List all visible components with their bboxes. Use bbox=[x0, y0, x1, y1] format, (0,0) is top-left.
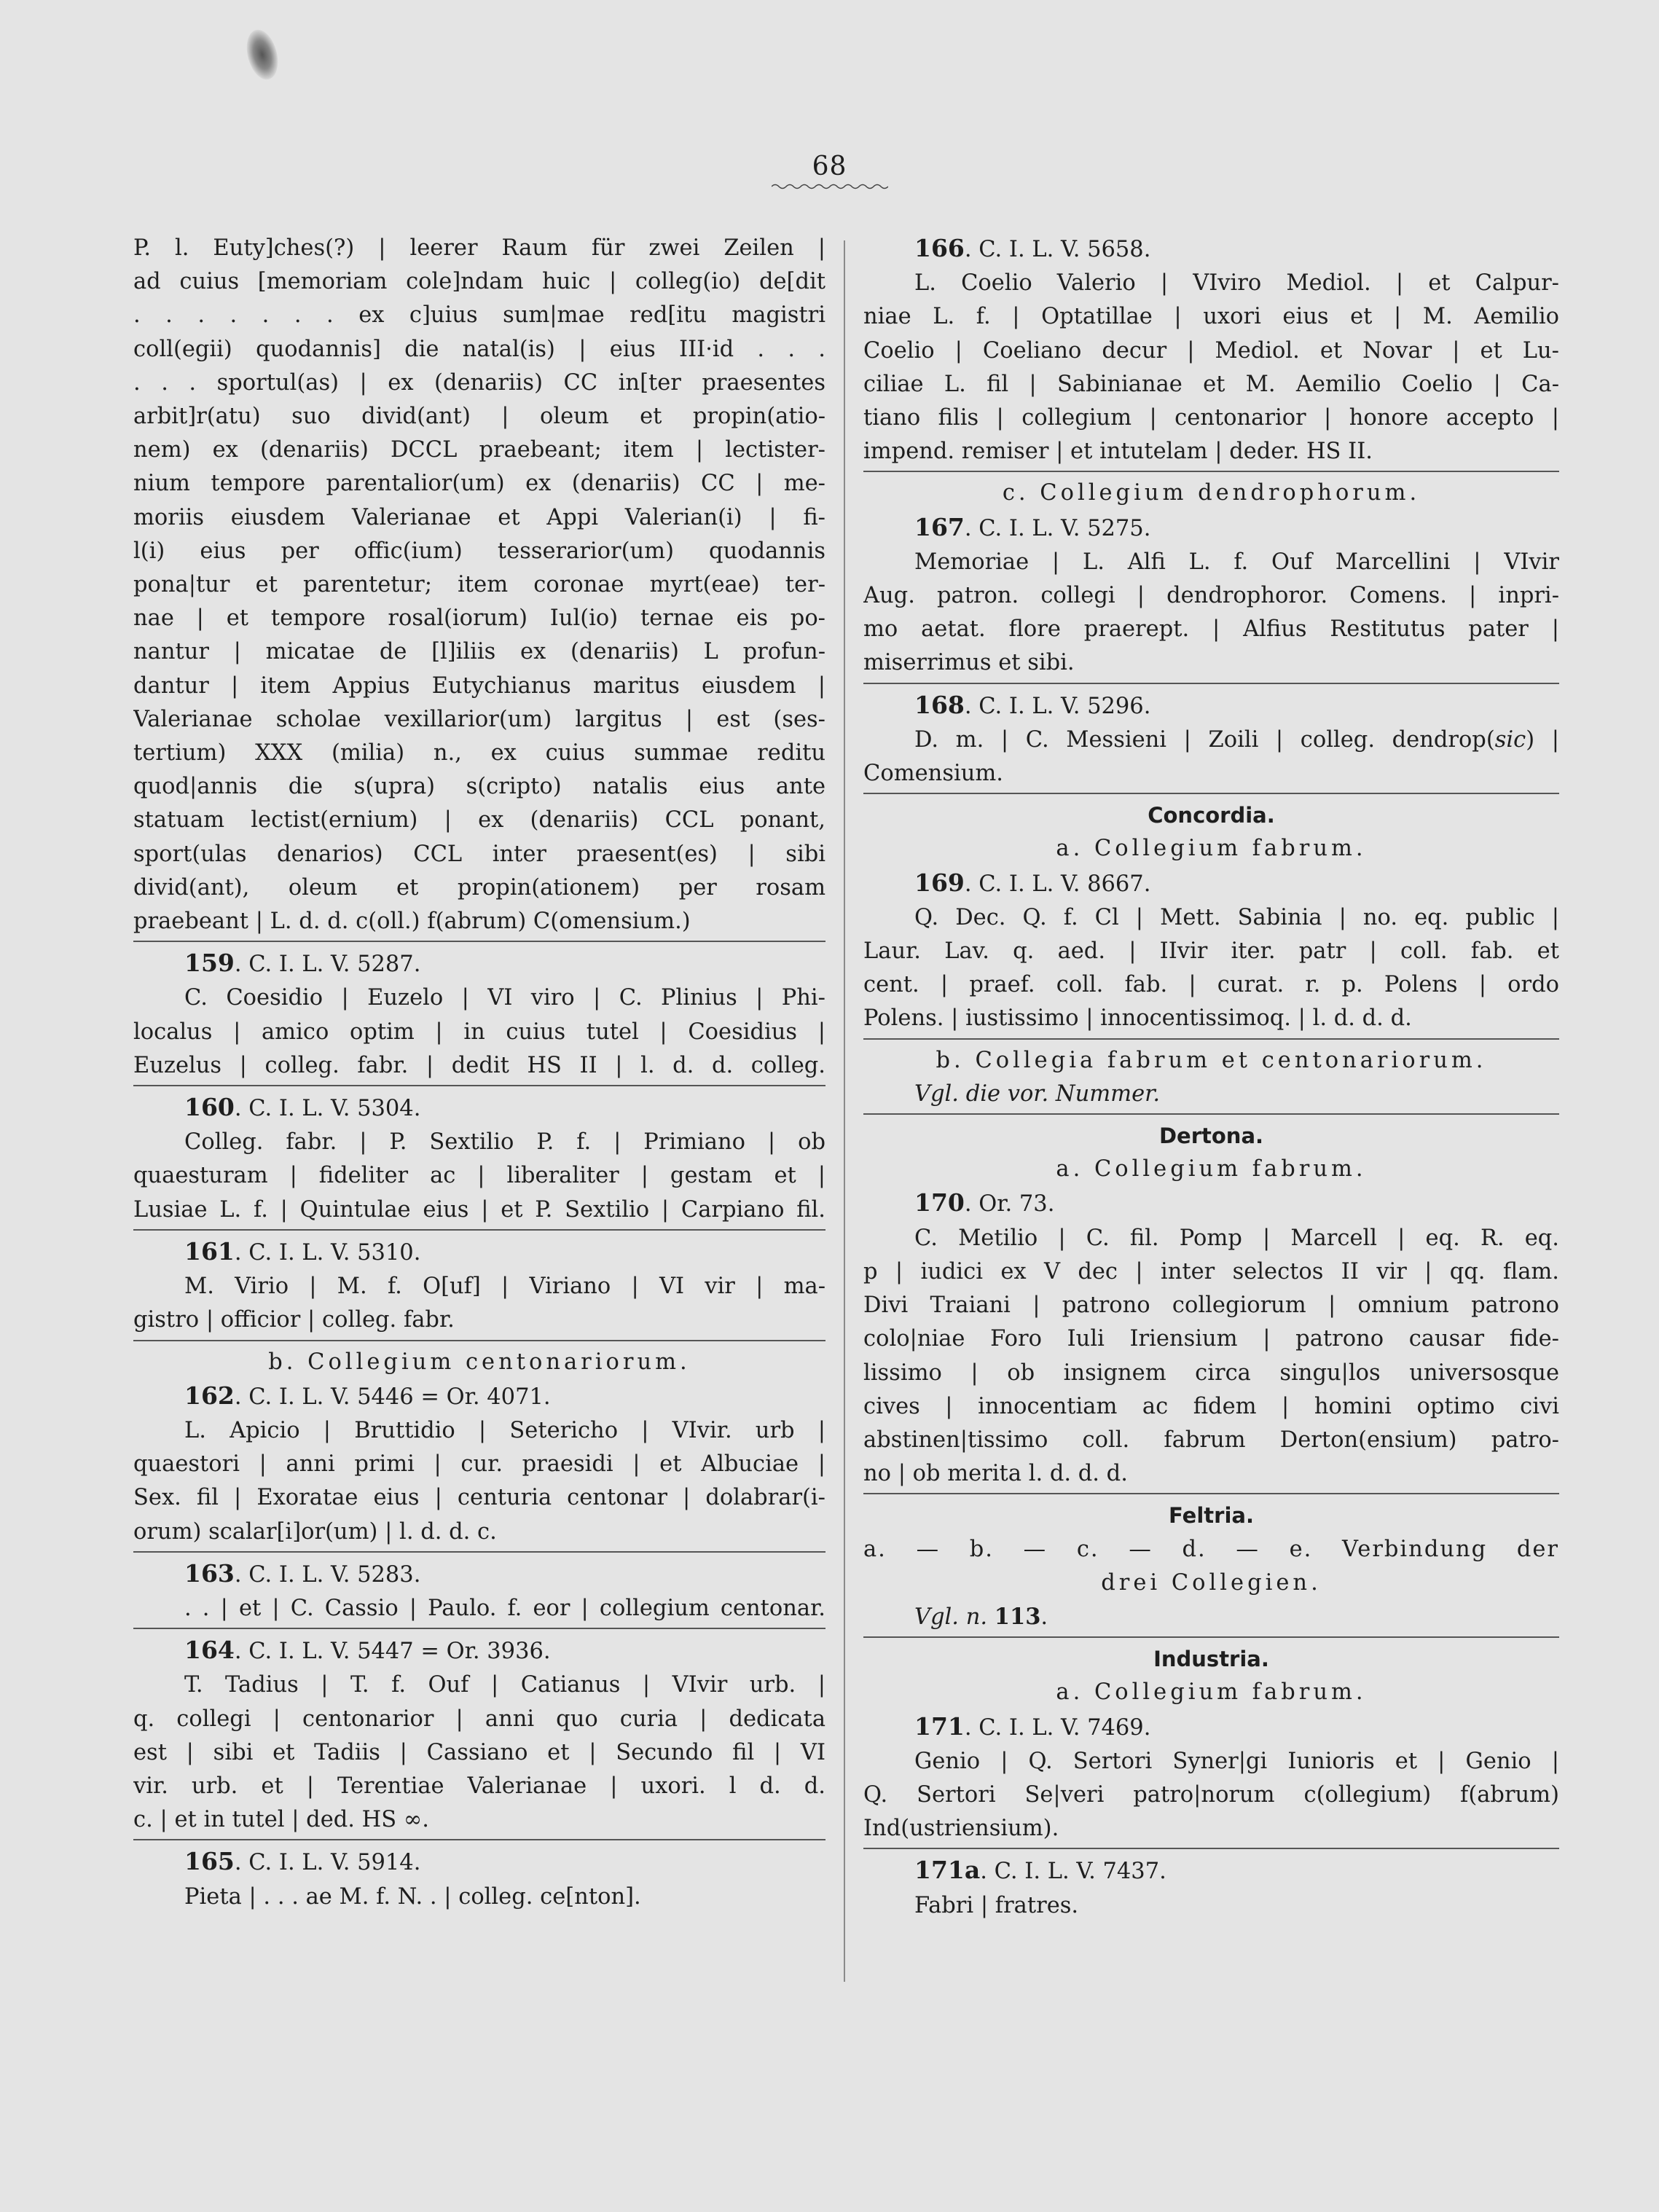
entry-divider bbox=[863, 1038, 1559, 1040]
cross-reference: Vgl. die vor. Nummer. bbox=[914, 1080, 1161, 1107]
text-line: Ind(ustriensium). bbox=[863, 1816, 1059, 1842]
entry-divider bbox=[863, 683, 1559, 684]
section-concordia bbox=[863, 799, 1559, 1111]
entry-reference: . C. I. L. V. 5296. bbox=[964, 693, 1151, 719]
entry-number: 167 bbox=[914, 512, 965, 541]
section-industria bbox=[863, 1642, 1559, 1923]
text-line: Valerianae scholae vexillarior(um) largitus | est (ses- bbox=[133, 706, 825, 732]
entry-reference: . C. I. L. V. 5658. bbox=[964, 237, 1151, 262]
place-heading: Feltria. bbox=[1169, 1503, 1254, 1529]
section-dertona bbox=[863, 1119, 1559, 1491]
text-line: cent. | praef. coll. fab. | curat. r. p. Polens | ordo bbox=[863, 972, 1559, 998]
text-line: Laur. Lav. q. aed. | IIvir iter. patr | coll. fab. et bbox=[863, 938, 1559, 965]
text-line: Q. Sertori Se|veri patro|norum c(ollegium) f(abrum) bbox=[863, 1781, 1559, 1808]
entry-divider bbox=[133, 1229, 825, 1231]
left-column bbox=[133, 232, 825, 1914]
text-line: Euzelus | colleg. fabr. | dedit HS II | l. d. d. colleg. bbox=[133, 1052, 825, 1078]
entry-166 bbox=[863, 232, 1559, 468]
text-line: quod|annis die s(upra) s(cripto) natalis eius ante bbox=[133, 774, 825, 800]
text-line: sport(ulas denarios) CCL inter praesent(es) | sibi bbox=[133, 841, 825, 867]
entry-168 bbox=[863, 689, 1559, 791]
entry-divider bbox=[133, 941, 825, 942]
text-line: nantur | micatae de [l]iliis ex (denariis) L profun- bbox=[133, 639, 825, 665]
entry-number: 168 bbox=[914, 690, 965, 719]
text-line: quaestori | anni primi | cur. praesidi | et Albuciae | bbox=[133, 1451, 825, 1478]
text-line: vir. urb. et | Terentiae Valerianae | uxori. l d. d. bbox=[133, 1773, 825, 1799]
entry-reference: . C. I. L. V. 8667. bbox=[964, 871, 1151, 897]
entry-divider bbox=[863, 1493, 1559, 1494]
entry-160 bbox=[133, 1091, 825, 1227]
text-line: . . . sportul(as) | ex (denariis) CC in[ter praesentes bbox=[133, 369, 825, 396]
text-line: D. m. | C. Messieni | Zoili | colleg. dendrop(sic) | bbox=[914, 726, 1559, 753]
text-line: orum) scalar[i]or(um) | l. d. d. c. bbox=[133, 1518, 497, 1545]
page-number: 68 bbox=[0, 152, 1659, 190]
entry-164 bbox=[133, 1633, 825, 1837]
text-line: est | sibi et Tadiis | Cassiano et | Secundo fil | VI bbox=[133, 1739, 825, 1765]
text-line: localus | amico optim | in cuius tutel | Coesidius | bbox=[133, 1019, 825, 1045]
right-column bbox=[863, 232, 1559, 1923]
entry-reference: . C. I. L. V. 5447 = Or. 3936. bbox=[234, 1639, 551, 1665]
text-line: tiano filis | collegium | centonarior | honore accepto | bbox=[863, 405, 1559, 431]
entry-163 bbox=[133, 1557, 825, 1625]
text-line: . . . . . . . ex c]uius sum|mae red[itu magistri bbox=[133, 302, 825, 329]
text-line: nium tempore parentalior(um) ex (denariis) CC | me- bbox=[133, 471, 825, 497]
text-line: Fabri | fratres. bbox=[914, 1892, 1079, 1918]
text-line: L. Coelio Valerio | VIviro Mediol. | et Calpur- bbox=[914, 270, 1559, 297]
entry-number: 160 bbox=[184, 1093, 235, 1122]
entry-165 bbox=[133, 1845, 825, 1913]
text-line: drei Collegien. bbox=[1101, 1569, 1322, 1596]
text-line: Memoriae | L. Alfi L. f. Ouf Marcellini | VIvir bbox=[914, 549, 1559, 575]
text-line: arbit]r(atu) suo divid(ant) | oleum et propin(atio- bbox=[133, 404, 825, 430]
entry-reference: . C. I. L. V. 7437. bbox=[980, 1859, 1166, 1885]
wavy-rule bbox=[772, 183, 888, 190]
text-line: statuam lectist(ernium) | ex (denariis) CCL ponant, bbox=[133, 807, 825, 834]
text-line: Colleg. fabr. | P. Sextilio P. f. | Primiano | ob bbox=[184, 1129, 825, 1156]
entry-divider bbox=[863, 471, 1559, 472]
text-line: miserrimus et sibi. bbox=[863, 650, 1075, 676]
column-divider bbox=[844, 240, 845, 1982]
text-line: q. collegi | centonarior | anni quo curia | dedicata bbox=[133, 1706, 825, 1732]
text-line: Polens. | iustissimo | innocentissimoq. | l. d. d. d. bbox=[863, 1005, 1412, 1032]
text-line: praebeant | L. d. d. c(oll.) f(abrum) C(omensium.) bbox=[133, 909, 691, 935]
entry-divider bbox=[133, 1628, 825, 1629]
text-line: quaesturam | fideliter ac | liberaliter | gestam et | bbox=[133, 1163, 825, 1189]
section-feltria bbox=[863, 1499, 1559, 1634]
text-line: abstinen|tissimo coll. fabrum Derton(ensium) patro- bbox=[863, 1427, 1559, 1453]
text-line: divid(ant), oleum et propin(ationem) per rosam bbox=[133, 874, 825, 901]
text-line: T. Tadius | T. f. Ouf | Catianus | VIvir urb. | bbox=[184, 1672, 825, 1698]
text-line: cives | innocentiam ac fidem | homini optimo civi bbox=[863, 1393, 1559, 1419]
entry-number: 161 bbox=[184, 1236, 235, 1266]
ink-smudge bbox=[242, 26, 283, 83]
place-heading: Dertona. bbox=[1158, 1123, 1264, 1149]
text-line: lissimo | ob insignem circa singu|los universosque bbox=[863, 1360, 1559, 1386]
text-line: coll(egii) quodannis] die natal(is) | eius III·id . . . bbox=[133, 336, 825, 362]
entry-number: 166 bbox=[914, 234, 965, 262]
text-line: Coelio | Coeliano decur | Mediol. et Novar | et Lu- bbox=[863, 337, 1559, 364]
text-line: Aug. patron. collegi | dendrophoror. Comens. | inpri- bbox=[863, 583, 1559, 609]
entry-divider bbox=[863, 1636, 1559, 1638]
text-line: L. Apicio | Bruttidio | Setericho | VIvir. urb | bbox=[184, 1417, 825, 1443]
text-line: a. — b. — c. — d. — e. Verbindung der bbox=[863, 1536, 1559, 1562]
entry-reference: . Or. 73. bbox=[964, 1191, 1055, 1217]
entry-number: 170 bbox=[914, 1188, 965, 1217]
entry-number: 164 bbox=[184, 1636, 235, 1665]
entry-reference: . C. I. L. V. 7469. bbox=[964, 1714, 1151, 1741]
subsection-heading: b. Collegium centonariorum. bbox=[268, 1349, 691, 1375]
subsection-heading: a. Collegium fabrum. bbox=[1056, 1679, 1367, 1706]
entry-number: 162 bbox=[184, 1381, 235, 1410]
text-line: nem) ex (denariis) DCCL praebeant; item | lectister- bbox=[133, 437, 825, 463]
entry-divider bbox=[863, 793, 1559, 794]
entry-divider bbox=[133, 1551, 825, 1553]
entry-reference: . C. I. L. V. 5446 = Or. 4071. bbox=[234, 1384, 551, 1410]
entry-number: 169 bbox=[914, 868, 965, 897]
entry-reference: . C. I. L. V. 5304. bbox=[234, 1096, 421, 1122]
text-line: c. | et in tutel | ded. HS ∞. bbox=[133, 1807, 429, 1833]
text-line: l(i) eius per offic(ium) tesserarior(um) quodannis bbox=[133, 538, 825, 564]
entry-reference: . C. I. L. V. 5914. bbox=[234, 1850, 421, 1876]
subsection-heading: a. Collegium fabrum. bbox=[1056, 1156, 1367, 1183]
subsection-heading: c. Collegium dendrophorum. bbox=[1002, 480, 1421, 506]
entry-divider bbox=[863, 1113, 1559, 1115]
subsection-heading: a. Collegium fabrum. bbox=[1056, 836, 1367, 862]
place-heading: Concordia. bbox=[1148, 803, 1275, 828]
text-line: tertium) XXX (milia) n., ex cuius summae reditu bbox=[133, 740, 825, 766]
text-line: . . | et | C. Cassio | Paulo. f. eor | collegium centonar. bbox=[184, 1595, 825, 1621]
entry-divider bbox=[133, 1085, 825, 1086]
text-line: M. Virio | M. f. O[uf] | Viriano | VI vir | ma- bbox=[184, 1274, 825, 1300]
text-line: Divi Traiani | patrono collegiorum | omnium patrono bbox=[863, 1293, 1559, 1319]
entry-162 bbox=[133, 1379, 825, 1549]
text-line: Lusiae L. f. | Quintulae eius | et P. Sextilio | Carpiano fil. bbox=[133, 1196, 825, 1223]
entry-161 bbox=[133, 1235, 825, 1338]
text-line: nae | et tempore rosal(iorum) Iul(io) ternae eis po- bbox=[133, 605, 825, 632]
cross-reference: Vgl. n. 113. bbox=[914, 1603, 1048, 1630]
text-line: Comensium. bbox=[863, 761, 1003, 787]
text-line: niae L. f. | Optatillae | uxori eius et | M. Aemilio bbox=[863, 304, 1559, 330]
entry-reference: . C. I. L. V. 5310. bbox=[234, 1239, 421, 1266]
subsection-heading: b. Collegia fabrum et centonariorum. bbox=[936, 1047, 1487, 1073]
entry-divider bbox=[133, 1839, 825, 1840]
text-line: moriis eiusdem Valerianae et Appi Valerian(i) | fi- bbox=[133, 504, 825, 530]
text-line: P. l. Euty]ches(?) | leerer Raum für zwei Zeilen | bbox=[133, 235, 825, 261]
text-line: C. Metilio | C. fil. Pomp | Marcell | eq. R. eq. bbox=[914, 1225, 1559, 1251]
text-line: dantur | item Appius Eutychianus maritus eiusdem | bbox=[133, 672, 825, 699]
text-line: Genio | Q. Sertori Syner|gi Iunioris et | Genio | bbox=[914, 1748, 1559, 1774]
entry-159 bbox=[133, 946, 825, 1083]
place-heading: Industria. bbox=[1153, 1647, 1269, 1672]
entry-reference: . C. I. L. V. 5275. bbox=[964, 515, 1151, 541]
entry-reference: . C. I. L. V. 5287. bbox=[234, 952, 421, 978]
entry-number: 171a bbox=[914, 1856, 981, 1885]
entry-number: 171 bbox=[914, 1711, 965, 1741]
entry-167 bbox=[863, 511, 1559, 681]
entry-reference: . C. I. L. V. 5283. bbox=[234, 1561, 421, 1588]
text-line: Pieta | . . . ae M. f. N. . | colleg. ce[nton]. bbox=[184, 1883, 641, 1910]
text-line: ad cuius [memoriam cole]ndam huic | colleg(io) de[dit bbox=[133, 269, 825, 295]
text-line: Sex. fil | Exoratae eius | centuria centonar | dolabrar(i- bbox=[133, 1485, 825, 1511]
text-line: colo|niae Foro Iuli Iriensium | patrono causar fide- bbox=[863, 1326, 1559, 1352]
text-line: p | iudici ex V dec | inter selectos II vir | qq. flam. bbox=[863, 1258, 1559, 1285]
intro-inscription bbox=[133, 232, 825, 938]
text-line: mo aetat. flore praerept. | Alfius Restitutus pater | bbox=[863, 616, 1559, 643]
text-line: impend. remiser | et intutelam | deder. HS II. bbox=[863, 439, 1373, 465]
entry-divider bbox=[863, 1848, 1559, 1849]
text-line: Q. Dec. Q. f. Cl | Mett. Sabinia | no. eq. public | bbox=[914, 904, 1559, 930]
text-line: ciliae L. fil | Sabinianae et M. Aemilio Coelio | Ca- bbox=[863, 371, 1559, 397]
entry-divider bbox=[133, 1340, 825, 1341]
text-line: no | ob merita l. d. d. d. bbox=[863, 1461, 1128, 1487]
entry-number: 159 bbox=[184, 949, 235, 978]
text-line: pona|tur et parentetur; item coronae myrt(eae) ter- bbox=[133, 572, 825, 598]
entry-number: 165 bbox=[184, 1847, 235, 1876]
text-line: gistro | officior | colleg. fabr. bbox=[133, 1307, 455, 1333]
text-line: C. Coesidio | Euzelo | VI viro | C. Plinius | Phi- bbox=[184, 985, 825, 1011]
entry-number: 163 bbox=[184, 1558, 235, 1588]
